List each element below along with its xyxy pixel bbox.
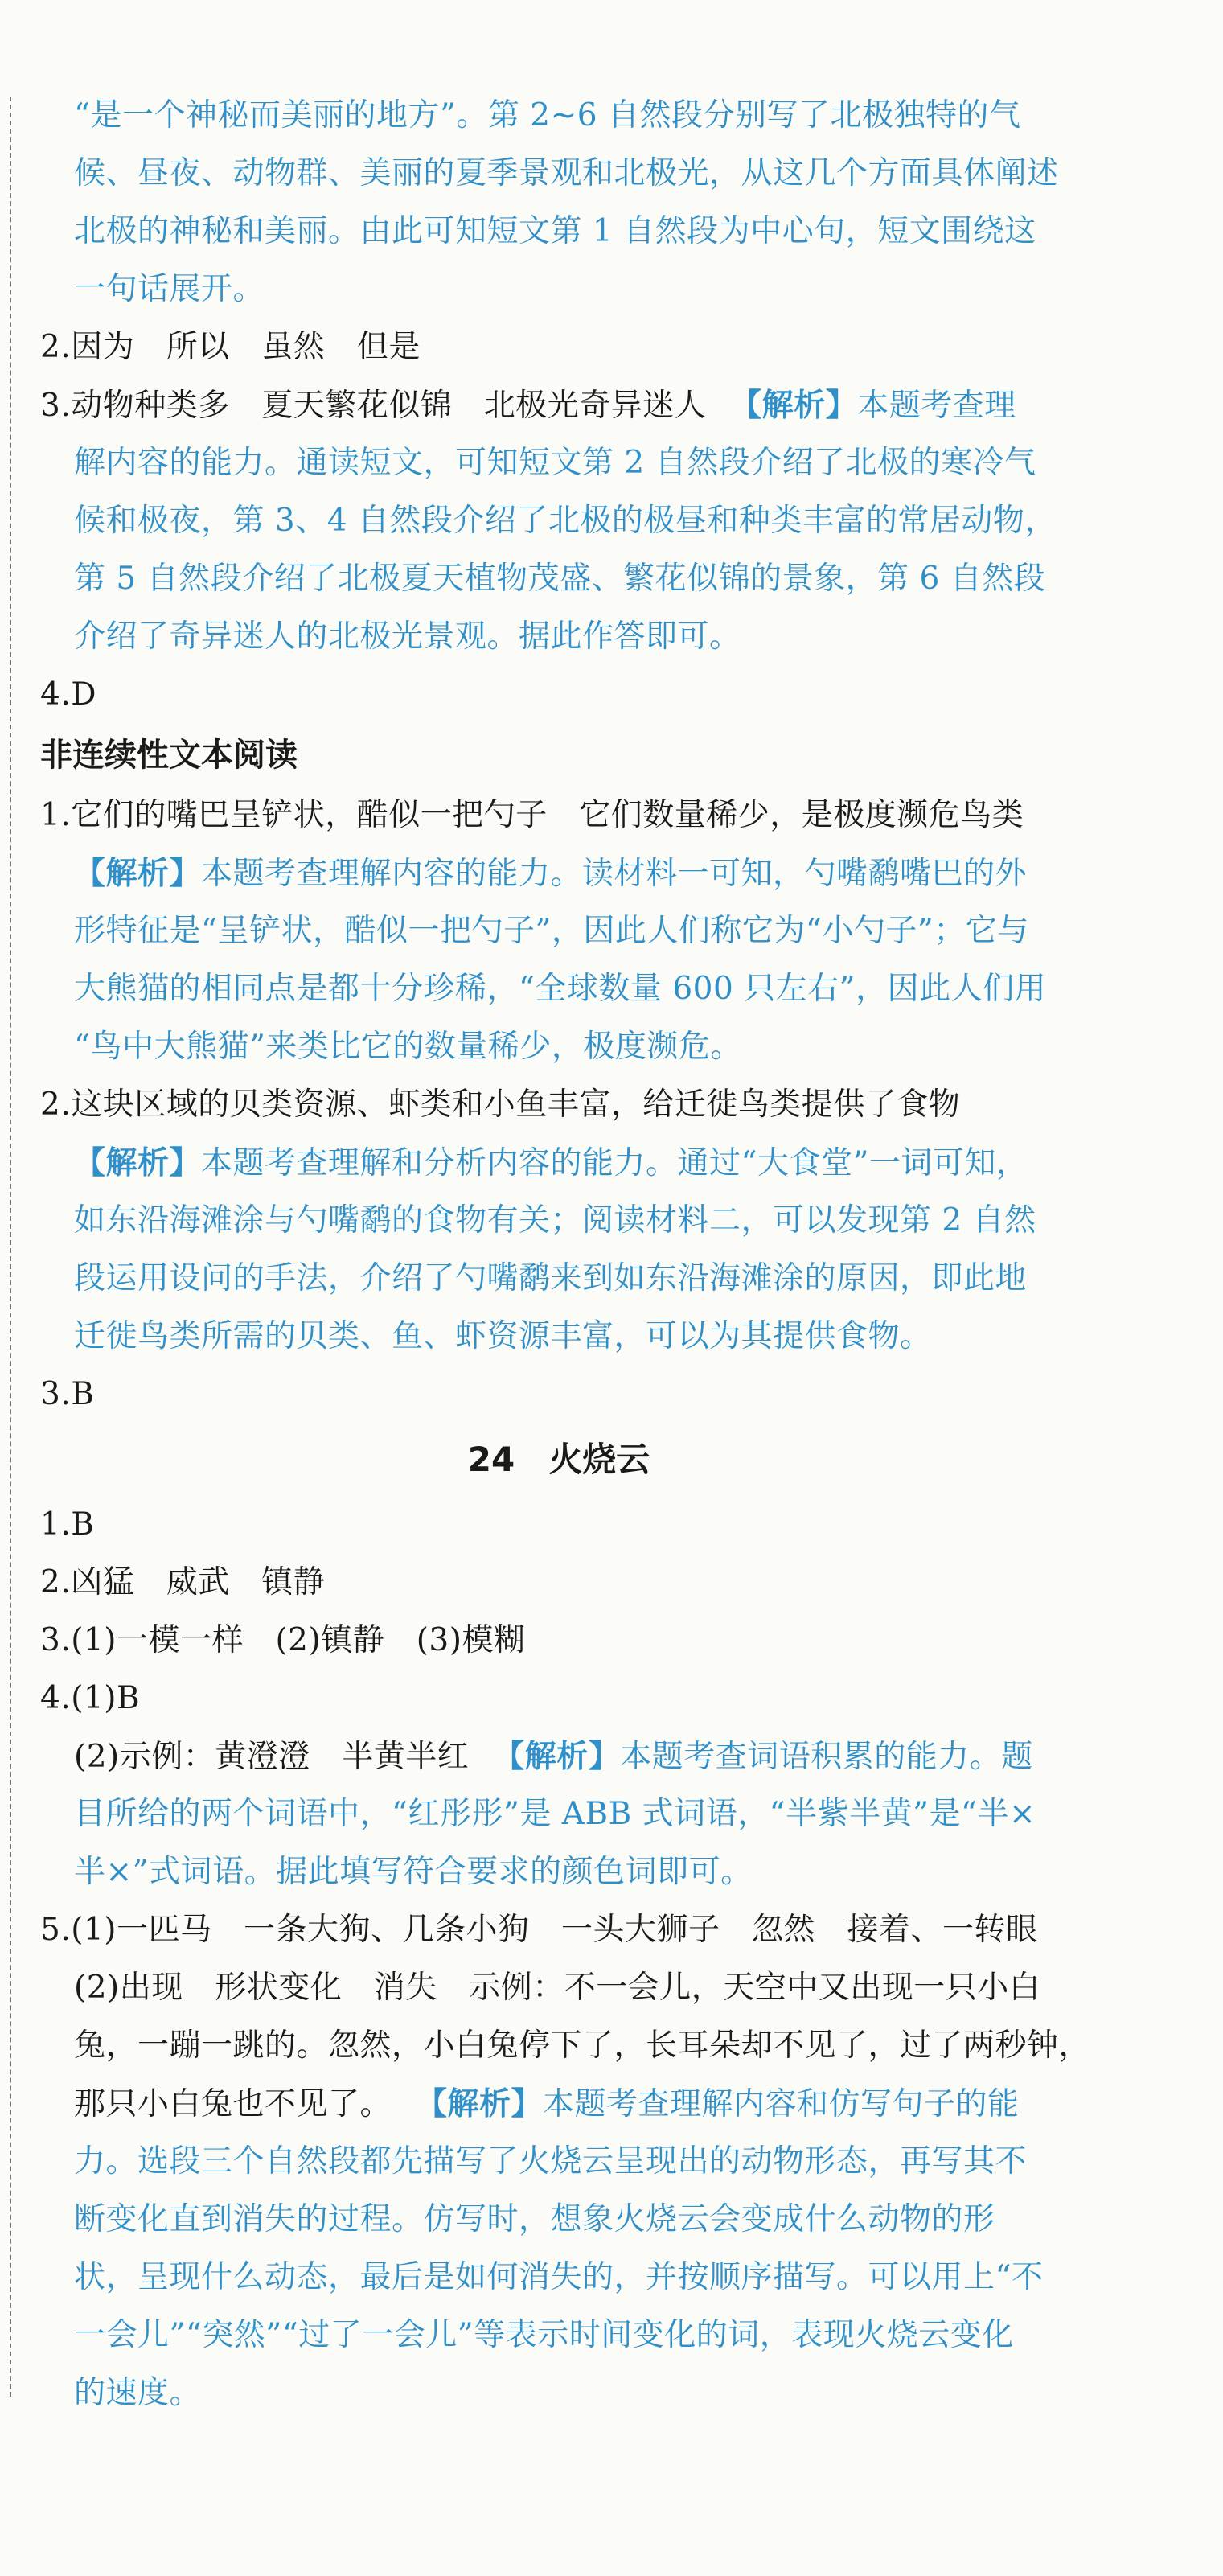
answer-l2 (40, 1554, 1077, 1612)
answer-text: 那只小白兔也不见了。 (74, 2086, 392, 2122)
answer-l5-last (40, 2075, 1077, 2133)
analysis-line: 一句话展开。 (74, 271, 265, 307)
analysis-tag: 【解析】 (74, 855, 202, 892)
answer-text: 动物种类多 夏天繁花似锦 北极光奇异迷人 (71, 388, 707, 424)
answer-l4-part2 (40, 1728, 1077, 1785)
analysis-first-line (40, 1134, 1077, 1192)
answer-l3 (40, 1612, 1077, 1670)
analysis-line: 段运用设问的手法，介绍了勺嘴鹬来到如东沿海滩涂的原因，即此地 (74, 1260, 1028, 1296)
analysis-line: 介绍了奇异迷人的北极光景观。据此作答即可。 (74, 618, 741, 655)
question-number: 2. (40, 329, 72, 365)
answer-text: 凶猛 威武 镇静 (71, 1564, 326, 1600)
analysis-line: “是一个神秘而美丽的地方”。第 2~6 自然段分别写了北极独特的气 (74, 97, 1021, 134)
question-number: 2. (40, 1087, 72, 1123)
top-spacer (40, 0, 1077, 87)
answer-n1 (40, 787, 1077, 844)
answer-text: 这块区域的贝类资源、虾类和小鱼丰富，给迁徙鸟类提供了食物 (71, 1087, 961, 1123)
analysis-text: 本题考查理 (857, 388, 1016, 424)
answer-text: (1)一模一样 (2)镇静 (3)模糊 (71, 1622, 526, 1658)
analysis-first-line (40, 844, 1077, 902)
analysis-line: 迁徙鸟类所需的贝类、鱼、虾资源丰富，可以为其提供食物。 (74, 1318, 932, 1354)
question-number: 5. (40, 1912, 72, 1948)
answer-2 (40, 318, 1077, 376)
analysis-text: 本题考查词语积累的能力。题 (620, 1739, 1033, 1775)
section-heading: 非连续性文本阅读 (40, 737, 298, 774)
analysis-line: 的速度。 (74, 2375, 202, 2411)
analysis-line: 大熊猫的相同点是都十分珍稀，“全球数量 600 只左右”，因此人们用 (74, 971, 1047, 1007)
analysis-line: 候、昼夜、动物群、美丽的夏季景观和北极光，从这几个方面具体阐述 (74, 155, 1059, 191)
analysis-text: 本题考查理解内容的能力。读材料一可知，勺嘴鹬嘴巴的外 (201, 856, 1028, 892)
answer-3 (40, 376, 1077, 434)
analysis-line: 如东沿海滩涂与勺嘴鹬的食物有关；阅读材料二，可以发现第 2 自然 (74, 1202, 1036, 1239)
answer-text: 它们的嘴巴呈铲状，酷似一把勺子 它们数量稀少，是极度濒危鸟类 (71, 797, 1024, 833)
answer-text: (1)一匹马 一条大狗、几条小狗 一头大狮子 忽然 接着、一转眼 (71, 1912, 1038, 1948)
answer-n3: 3.B (40, 1376, 95, 1412)
analysis-line: 状，呈现什么动态，最后是如何消失的，并按顺序描写。可以用上“不 (74, 2259, 1044, 2295)
answer-line: (2)出现 形状变化 消失 示例：不一会儿，天空中又出现一只小白 (74, 1970, 1041, 2006)
analysis-text: 本题考查理解和分析内容的能力。通过“大食堂”一词可知， (201, 1145, 1028, 1181)
analysis-text: 本题考查理解内容和仿写句子的能 (543, 2086, 1020, 2122)
analysis-line: 一会儿”“突然”“过了一会儿”等表示时间变化的词，表现火烧云变化 (74, 2317, 1014, 2353)
analysis-line: 解内容的能力。通读短文，可知短文第 2 自然段介绍了北极的寒冷气 (74, 445, 1036, 481)
answer-n2 (40, 1076, 1077, 1134)
answer-page (40, 0, 1091, 2422)
answer-text: 因为 所以 虽然 但是 (71, 329, 421, 365)
answer-text: (2)示例：黄澄澄 半黄半红 (74, 1739, 470, 1775)
answer-l1: 1.B (40, 1506, 95, 1543)
dashed-cut-line (10, 97, 11, 2397)
question-number: 3. (40, 1622, 72, 1658)
answer-line: 兔，一蹦一跳的。忽然，小白兔停下了，长耳朵却不见了，过了两秒钟， (74, 2028, 1091, 2064)
question-number: 2. (40, 1564, 72, 1600)
analysis-tag: 【解析】 (416, 2085, 544, 2122)
analysis-line: 形特征是“呈铲状，酷似一把勺子”，因此人们称它为“小勺子”；它与 (74, 913, 1029, 949)
analysis-tag: 【解析】 (493, 1738, 621, 1775)
analysis-line: 半×”式词语。据此填写符合要求的颜色词即可。 (74, 1854, 753, 1890)
analysis-tag: 【解析】 (74, 1144, 202, 1181)
analysis-line: 候和极夜，第 3、4 自然段介绍了北极的极昼和种类丰富的常居动物， (74, 503, 1057, 539)
analysis-line: “鸟中大熊猫”来类比它的数量稀少，极度濒危。 (74, 1029, 742, 1065)
analysis-line: 目所给的两个词语中，“红彤彤”是 ABB 式词语，“半紫半黄”是“半× (74, 1796, 1036, 1832)
question-number: 3. (40, 388, 72, 424)
analysis-line: 第 5 自然段介绍了北极夏天植物茂盛、繁花似锦的景象，第 6 自然段 (74, 561, 1046, 597)
answer-4: 4.D (40, 676, 96, 713)
analysis-line: 断变化直到消失的过程。仿写时，想象火烧云会变成什么动物的形 (74, 2201, 995, 2237)
analysis-line: 北极的神秘和美丽。由此可知短文第 1 自然段为中心句，短文围绕这 (74, 213, 1036, 249)
lesson-title: 24 火烧云 (467, 1440, 650, 1479)
answer-l5 (40, 1901, 1077, 1959)
analysis-line: 力。选段三个自然段都先描写了火烧云呈现出的动物形态，再写其不 (74, 2143, 1028, 2180)
answer-l4: 4.(1)B (40, 1680, 141, 1716)
question-number: 1. (40, 797, 72, 833)
analysis-tag: 【解析】 (730, 387, 858, 424)
